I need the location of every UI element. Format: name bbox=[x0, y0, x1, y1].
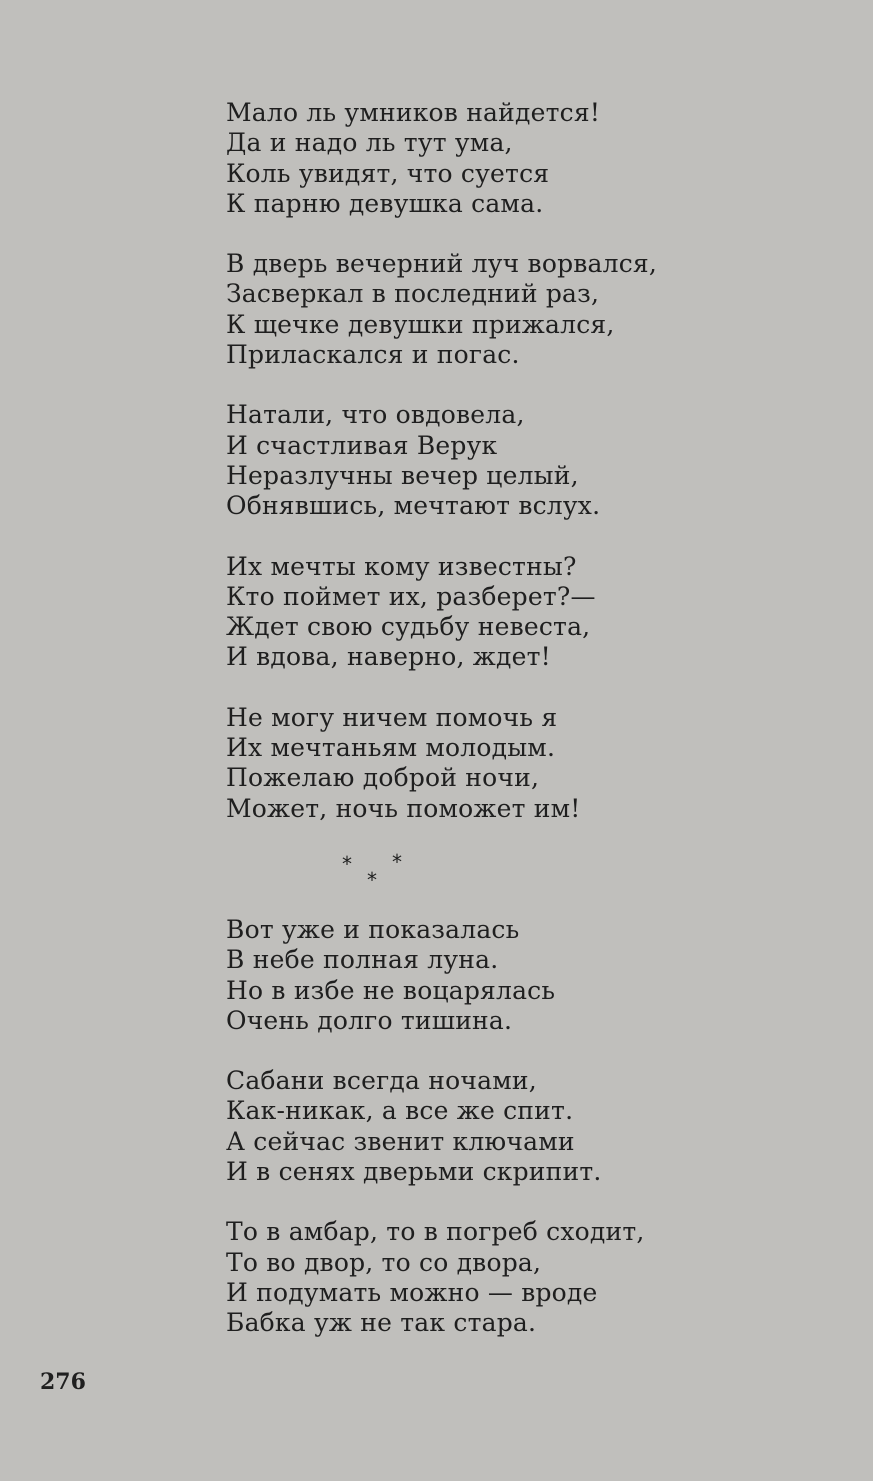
poem-part-2 bbox=[226, 915, 746, 1339]
verse-line: Приласкался и погас. bbox=[226, 340, 520, 370]
verse-line: В дверь вечерний луч ворвался, bbox=[226, 249, 658, 279]
verse-line: Натали, что овдовела, bbox=[226, 400, 525, 430]
stanza bbox=[226, 1066, 746, 1187]
verse-line: Сабани всегда ночами, bbox=[226, 1066, 537, 1096]
stanza-gap bbox=[226, 219, 746, 249]
stanza-gap bbox=[226, 370, 746, 400]
verse-line: Их мечты кому известны? bbox=[226, 551, 577, 581]
stanza bbox=[226, 400, 746, 521]
stanza-gap bbox=[226, 1187, 746, 1217]
asterisk: * bbox=[367, 868, 377, 892]
stanza-gap bbox=[226, 1036, 746, 1066]
verse-line: Очень долго тишина. bbox=[226, 1005, 513, 1035]
verse-line: Вот уже и показалась bbox=[226, 915, 520, 944]
stanza bbox=[226, 552, 746, 673]
verse-line: Может, ночь поможет им! bbox=[226, 793, 581, 823]
verse-line: К парню девушка сама. bbox=[226, 188, 544, 218]
verse-line: Кто поймет их, разберет?— bbox=[226, 581, 596, 611]
stanza bbox=[226, 703, 746, 824]
asterisk: * bbox=[392, 850, 402, 874]
verse-line: И в сенях дверьми скрипит. bbox=[226, 1157, 602, 1187]
stanza bbox=[226, 1217, 746, 1338]
verse-line: Коль увидят, что суется bbox=[226, 158, 550, 188]
verse-line: И вдова, наверно, ждет! bbox=[226, 642, 551, 672]
asterisk: * bbox=[342, 852, 352, 876]
verse-line: Но в избе не воцарялась bbox=[226, 975, 556, 1005]
verse-line: И подумать можно — вроде bbox=[226, 1277, 598, 1307]
verse-line: Их мечтаньям молодым. bbox=[226, 733, 556, 763]
stanza-gap bbox=[226, 673, 746, 703]
verse-line: Не могу ничем помочь я bbox=[226, 702, 558, 732]
verse-line: К щечке девушки прижался, bbox=[226, 309, 615, 339]
stanza bbox=[226, 249, 746, 370]
asterism-separator bbox=[330, 852, 420, 892]
verse-line: То во двор, то со двора, bbox=[226, 1247, 542, 1277]
poem-part-1 bbox=[226, 98, 746, 824]
verse-line: Мало ль умников найдется! bbox=[226, 98, 601, 127]
verse-line: То в амбар, то в погреб сходит, bbox=[226, 1217, 645, 1247]
stanza-gap bbox=[226, 522, 746, 552]
verse-line: Обнявшись, мечтают вслух. bbox=[226, 491, 601, 521]
verse-line: Засверкал в последний раз, bbox=[226, 279, 600, 309]
verse-line: Да и надо ль тут ума, bbox=[226, 128, 513, 158]
verse-line: Неразлучны вечер целый, bbox=[226, 460, 579, 490]
page-number: 276 bbox=[40, 1369, 86, 1395]
verse-line: И счастливая Верук bbox=[226, 430, 498, 460]
stanza bbox=[226, 98, 746, 219]
verse-line: Ждет свою судьбу невеста, bbox=[226, 612, 591, 642]
verse-line: Как-никак, а все же спит. bbox=[226, 1096, 574, 1126]
verse-line: Бабка уж не так стара. bbox=[226, 1308, 537, 1338]
stanza bbox=[226, 915, 746, 1036]
verse-line: А сейчас звенит ключами bbox=[226, 1126, 575, 1156]
verse-line: Пожелаю доброй ночи, bbox=[226, 763, 540, 793]
verse-line: В небе полная луна. bbox=[226, 945, 499, 975]
